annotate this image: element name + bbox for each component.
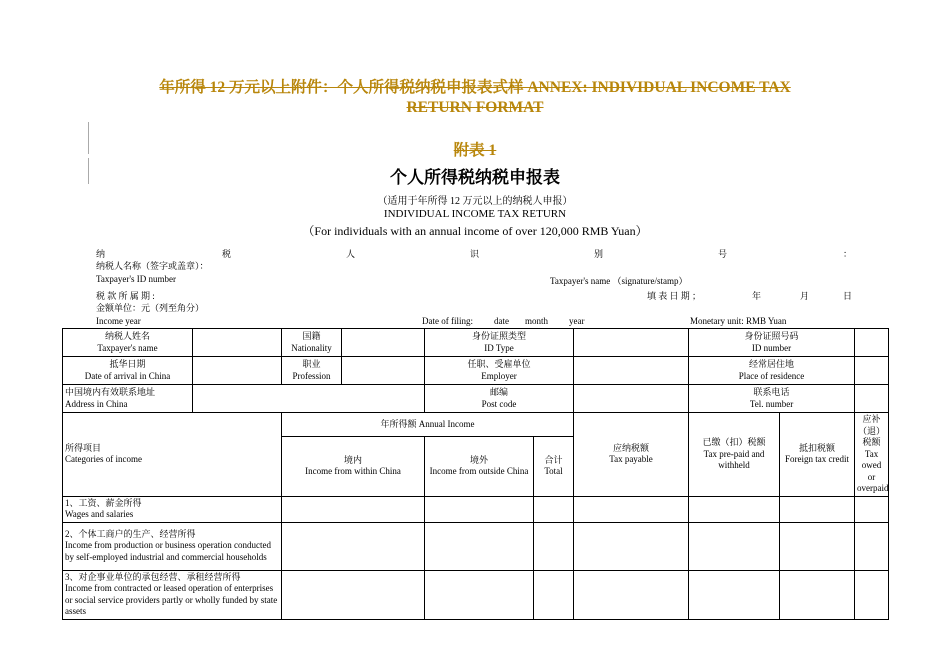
table-row [63, 329, 889, 357]
year-label: year [569, 316, 585, 326]
subtitle-en: INDIVIDUAL INCOME TAX RETURN [383, 208, 567, 220]
label-profession: 职业 Profession [282, 357, 342, 385]
amount-cell[interactable] [689, 570, 780, 619]
table-row [63, 357, 889, 385]
table-row [63, 385, 889, 413]
amount-cell[interactable] [425, 496, 534, 522]
label-id-type: 身份证照类型 ID Type [425, 329, 574, 357]
amount-cell[interactable] [855, 570, 889, 619]
label-tax-payable: 应纳税额 Tax payable [574, 413, 689, 497]
address-field[interactable] [193, 385, 425, 413]
amount-cell[interactable] [425, 522, 534, 570]
tel-field[interactable] [855, 385, 889, 413]
label-tax-prepaid: 已缴（扣）税额 Tax pre-paid and withheld [689, 413, 780, 497]
tax-return-table [62, 328, 889, 620]
label-tax-owed: 应补（退）税额 Tax owed or overpaid [855, 413, 889, 497]
income-category-business: 2、个体工商户的生产、经营所得 Income from production or business operation conducted by self-employed industrial and commercial households [63, 522, 282, 570]
label-income-within: 境内 Income from within China [282, 436, 425, 496]
spaced-char: 纳 [96, 249, 106, 259]
amount-cell[interactable] [855, 496, 889, 522]
amount-cell[interactable] [534, 522, 574, 570]
amount-cell[interactable] [780, 496, 855, 522]
nationality-field[interactable] [342, 329, 425, 357]
id-type-field[interactable] [574, 329, 689, 357]
income-category-contracted: 3、对企事业单位的承包经营、承租经营所得 Income from contracted or leased operation of enterprises or social service providers partly or wholly funded by state assets [63, 570, 282, 619]
monetary-unit-en: Monetary unit: RMB Yuan [690, 316, 787, 326]
income-category-wages: 1、工资、薪金所得 Wages and salaries [63, 496, 282, 522]
employer-field[interactable] [574, 357, 689, 385]
amount-cell[interactable] [574, 496, 689, 522]
label-total: 合计 Total [534, 436, 574, 496]
label-employer: 任职、受雇单位 Employer [425, 357, 574, 385]
taxpayer-id-label: Taxpayer's ID number [96, 274, 176, 284]
label-residence: 经常居住地 Place of residence [689, 357, 855, 385]
id-number-field[interactable] [855, 329, 889, 357]
spaced-char: 人 [346, 249, 356, 259]
taxpayer-name-cn: 纳税人名称（签字或盖章）： [96, 261, 209, 271]
date-of-filing-label: Date of filing: [422, 316, 473, 326]
amount-cell[interactable] [425, 570, 534, 619]
label-post-code: 邮编 Post code [425, 385, 574, 413]
amount-cell[interactable] [574, 522, 689, 570]
fill-date-label: 填 表 日 期 ； [647, 291, 702, 301]
spaced-char: 税 [222, 249, 232, 259]
amount-cell[interactable] [855, 522, 889, 570]
residence-field[interactable] [855, 357, 889, 385]
amount-cell[interactable] [689, 496, 780, 522]
table-row [63, 413, 889, 437]
taxpayer-name-label: Taxpayer's name （signature/stamp） [550, 276, 688, 286]
amount-cell[interactable] [780, 522, 855, 570]
amount-cell[interactable] [534, 496, 574, 522]
label-id-number: 身份证照号码 ID number [689, 329, 855, 357]
margin-marker [88, 158, 89, 184]
day-cn: 日 [843, 291, 853, 301]
month-cn: 月 [800, 291, 810, 301]
post-code-field[interactable] [574, 385, 689, 413]
label-income-outside: 境外 Income from outside China [425, 436, 534, 496]
label-arrival-date: 抵华日期 Date of arrival in China [63, 357, 193, 385]
annex-heading-line2: RETURN FORMAT [406, 99, 544, 116]
amount-cell[interactable] [780, 570, 855, 619]
annex-label: 附表 1 [453, 142, 497, 159]
spaced-char: ： [843, 249, 853, 259]
amount-cell[interactable] [282, 496, 425, 522]
amount-cell[interactable] [282, 570, 425, 619]
amount-cell[interactable] [534, 570, 574, 619]
label-annual-income: 年所得额 Annual Income [282, 413, 574, 437]
subtitle-en-scope: （For individuals with an annual income of over 120,000 RMB Yuan） [302, 224, 648, 238]
label-tel: 联系电话 Tel. number [689, 385, 855, 413]
amount-cell[interactable] [574, 570, 689, 619]
label-address: 中国境内有效联系地址 Address in China [63, 385, 193, 413]
date-label: date [494, 316, 509, 326]
spaced-char: 识 [470, 249, 480, 259]
amount-cell[interactable] [282, 522, 425, 570]
margin-marker [88, 122, 89, 154]
subtitle-cn: （适用于年所得 12 万元以上的纳税人申报） [377, 196, 573, 207]
table-row [63, 496, 889, 522]
year-cn: 年 [752, 291, 762, 301]
month-label: month [525, 316, 549, 326]
label-foreign-credit: 抵扣税额 Foreign tax credit [780, 413, 855, 497]
label-categories: 所得项目 Categories of income [63, 413, 282, 497]
label-taxpayer-name: 纳税人姓名 Taxpayer's name [63, 329, 193, 357]
profession-field[interactable] [342, 357, 425, 385]
spaced-char: 别 [594, 249, 604, 259]
table-row [63, 522, 889, 570]
income-year-label: Income year [96, 316, 141, 326]
monetary-unit-cn: 金额单位：元（列至角分） [96, 303, 205, 313]
tax-period-label: 税 款 所 属 期 : [96, 291, 155, 301]
arrival-date-field[interactable] [193, 357, 282, 385]
spaced-char: 号 [718, 249, 728, 259]
label-nationality: 国籍 Nationality [282, 329, 342, 357]
form-title: 个人所得税纳税申报表 [390, 168, 560, 188]
amount-cell[interactable] [689, 522, 780, 570]
taxpayer-name-field[interactable] [193, 329, 282, 357]
annex-heading [120, 78, 830, 118]
table-row [63, 570, 889, 619]
annex-heading-line1: 年所得 12 万元以上附件：个人所得税纳税申报表式样 ANNEX: INDIVIDUAL INCOME TAX [159, 79, 791, 96]
